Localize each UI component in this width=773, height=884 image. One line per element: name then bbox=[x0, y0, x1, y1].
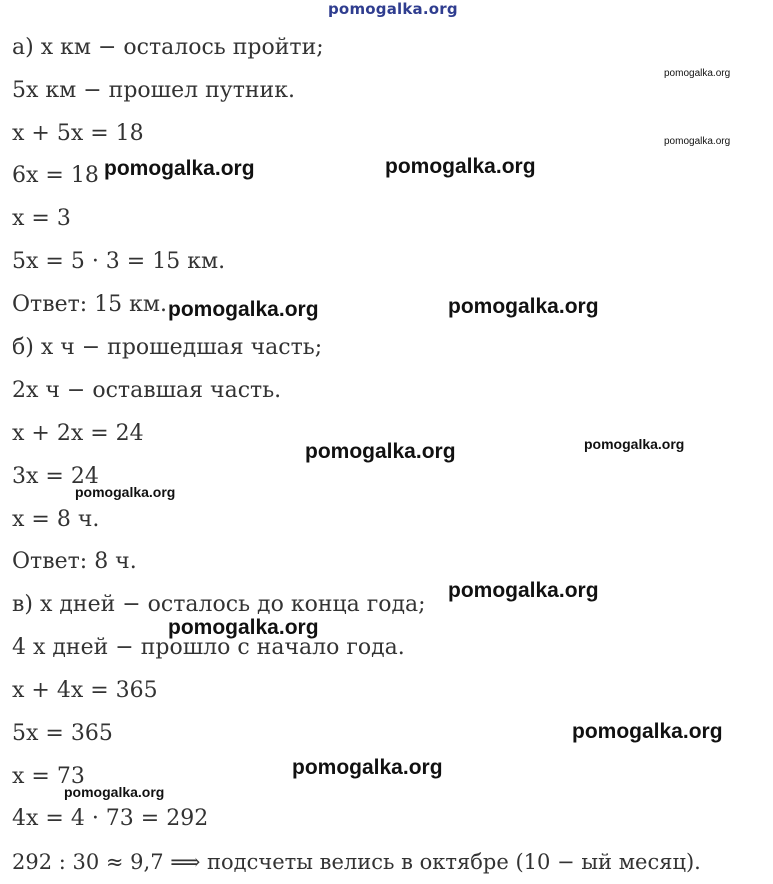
solution-line: x = 8 ч. bbox=[12, 507, 100, 532]
watermark: pomogalka.org bbox=[75, 484, 176, 500]
solution-line: 3x = 24 bbox=[12, 464, 99, 489]
conclusion-line: 292 : 30 ≈ 9,7 ⟹ подсчеты велись в октябре (10 − ый месяц). bbox=[12, 850, 701, 874]
solution-line: x = 73 bbox=[12, 764, 85, 789]
watermark: pomogalka.org bbox=[385, 155, 536, 178]
solution-line: 6x = 18 bbox=[12, 163, 99, 188]
watermark: pomogalka.org bbox=[305, 440, 456, 463]
watermark: pomogalka.org bbox=[664, 68, 731, 79]
solution-line: 4x = 4 · 73 = 292 bbox=[12, 806, 209, 831]
solution-line: 5x км − прошел путник. bbox=[12, 78, 295, 103]
header-watermark: pomogalka.org bbox=[328, 0, 458, 18]
watermark: pomogalka.org bbox=[168, 616, 319, 639]
solution-line: x = 3 bbox=[12, 206, 71, 231]
watermark: pomogalka.org bbox=[572, 720, 723, 743]
answer-line: Ответ: 15 км. bbox=[12, 292, 168, 317]
solution-line: 5x = 365 bbox=[12, 721, 113, 746]
watermark: pomogalka.org bbox=[584, 436, 685, 452]
solution-line: 2x ч − оставшая часть. bbox=[12, 378, 282, 403]
watermark: pomogalka.org bbox=[448, 579, 599, 602]
solution-line: б) x ч − прошедшая часть; bbox=[12, 335, 323, 360]
solution-line: x + 4x = 365 bbox=[12, 678, 158, 703]
solution-line: в) x дней − осталось до конца года; bbox=[12, 592, 426, 617]
solution-line: 4 x дней − прошло с начало года. bbox=[12, 635, 405, 660]
watermark: pomogalka.org bbox=[168, 298, 319, 321]
watermark: pomogalka.org bbox=[64, 784, 165, 800]
solution-line: x + 2x = 24 bbox=[12, 421, 144, 446]
answer-line: Ответ: 8 ч. bbox=[12, 549, 137, 574]
solution-line: x + 5x = 18 bbox=[12, 121, 144, 146]
watermark: pomogalka.org bbox=[292, 756, 443, 779]
solution-line: 5x = 5 · 3 = 15 км. bbox=[12, 249, 226, 274]
solution-line: а) x км − осталось пройти; bbox=[12, 35, 324, 60]
watermark: pomogalka.org bbox=[448, 295, 599, 318]
watermark: pomogalka.org bbox=[664, 136, 731, 147]
watermark: pomogalka.org bbox=[104, 157, 255, 180]
